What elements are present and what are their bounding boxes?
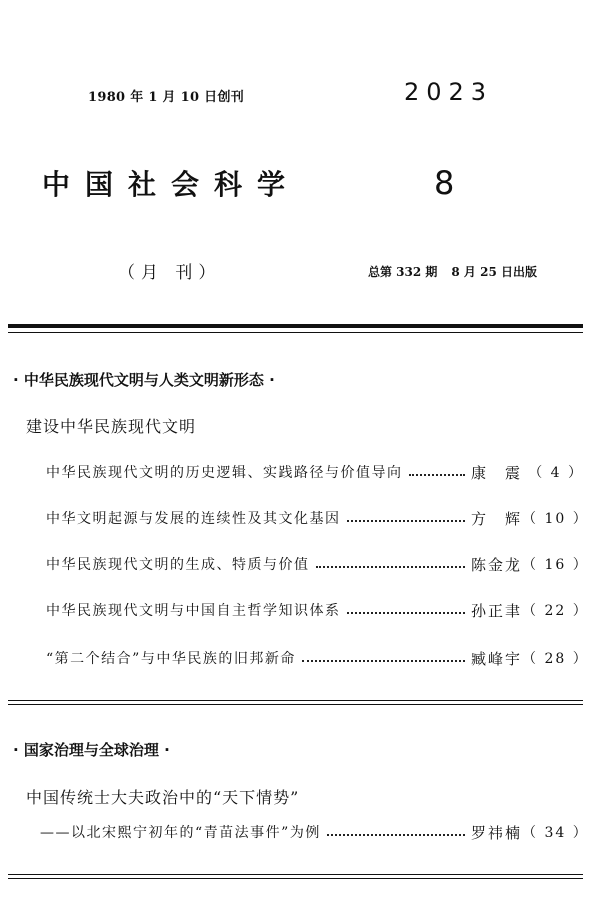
article-page: （ 4 ） xyxy=(528,465,584,481)
toc-entry[interactable] xyxy=(46,647,589,669)
issue-number: 8 xyxy=(434,164,455,202)
section-divider xyxy=(8,700,583,701)
publication-frequency: （月 刊） xyxy=(118,263,222,283)
publication-year: 2023 xyxy=(404,78,494,106)
total-issue-number: 总第 332 期 xyxy=(368,265,438,279)
article-author: 罗祎楠 xyxy=(470,823,522,842)
article-title: 中华民族现代文明的历史逻辑、实践路径与价值导向 xyxy=(46,465,403,481)
article-author: 方 辉 xyxy=(470,509,522,528)
article-title: “第二个结合”与中华民族的旧邦新命 xyxy=(46,651,296,667)
founding-date: 1980 年 1 月 10 日创刊 xyxy=(88,90,245,105)
dot-leader xyxy=(409,474,465,476)
article-author: 臧峰宇 xyxy=(470,649,522,668)
article-author: 康 震 xyxy=(470,463,522,482)
header-divider-thin xyxy=(8,332,583,333)
section-divider xyxy=(8,704,583,705)
article-page: （ 10 ） xyxy=(522,511,589,527)
issue-meta xyxy=(368,263,537,280)
dot-leader xyxy=(316,566,465,568)
article-author: 陈金龙 xyxy=(470,555,522,574)
article-page: （ 28 ） xyxy=(522,651,589,667)
publish-date: 8 月 25 日出版 xyxy=(451,265,537,279)
article-title: 中华民族现代文明的生成、特质与价值 xyxy=(46,557,310,573)
bottom-divider xyxy=(8,874,583,875)
article-page: （ 34 ） xyxy=(522,825,589,841)
article-title: 中华文明起源与发展的连续性及其文化基因 xyxy=(46,511,341,527)
toc-entry[interactable] xyxy=(46,461,584,483)
article-title: 中华民族现代文明与中国自主哲学知识体系 xyxy=(46,603,341,619)
article-page: （ 22 ） xyxy=(522,603,589,619)
article-title: ——以北宋熙宁初年的“青苗法事件”为例 xyxy=(40,825,321,841)
journal-title: 中国社会科学 xyxy=(42,168,301,201)
toc-entry[interactable] xyxy=(46,553,589,575)
article-page: （ 16 ） xyxy=(522,557,589,573)
section-subheading: 中国传统士大夫政治中的“天下情势” xyxy=(26,788,300,807)
dot-leader xyxy=(347,612,465,614)
toc-entry[interactable] xyxy=(40,821,589,843)
toc-entry[interactable] xyxy=(46,599,589,621)
bottom-divider xyxy=(8,878,583,879)
toc-entry[interactable] xyxy=(46,507,589,529)
dot-leader xyxy=(347,520,465,522)
dot-leader xyxy=(327,834,465,836)
section-heading: · 国家治理与全球治理 · xyxy=(13,741,170,759)
header-divider-thick xyxy=(8,324,583,328)
article-author: 孙正聿 xyxy=(470,601,522,620)
dot-leader xyxy=(302,660,465,662)
section-subheading: 建设中华民族现代文明 xyxy=(26,417,197,436)
section-heading: · 中华民族现代文明与人类文明新形态 · xyxy=(13,371,275,389)
